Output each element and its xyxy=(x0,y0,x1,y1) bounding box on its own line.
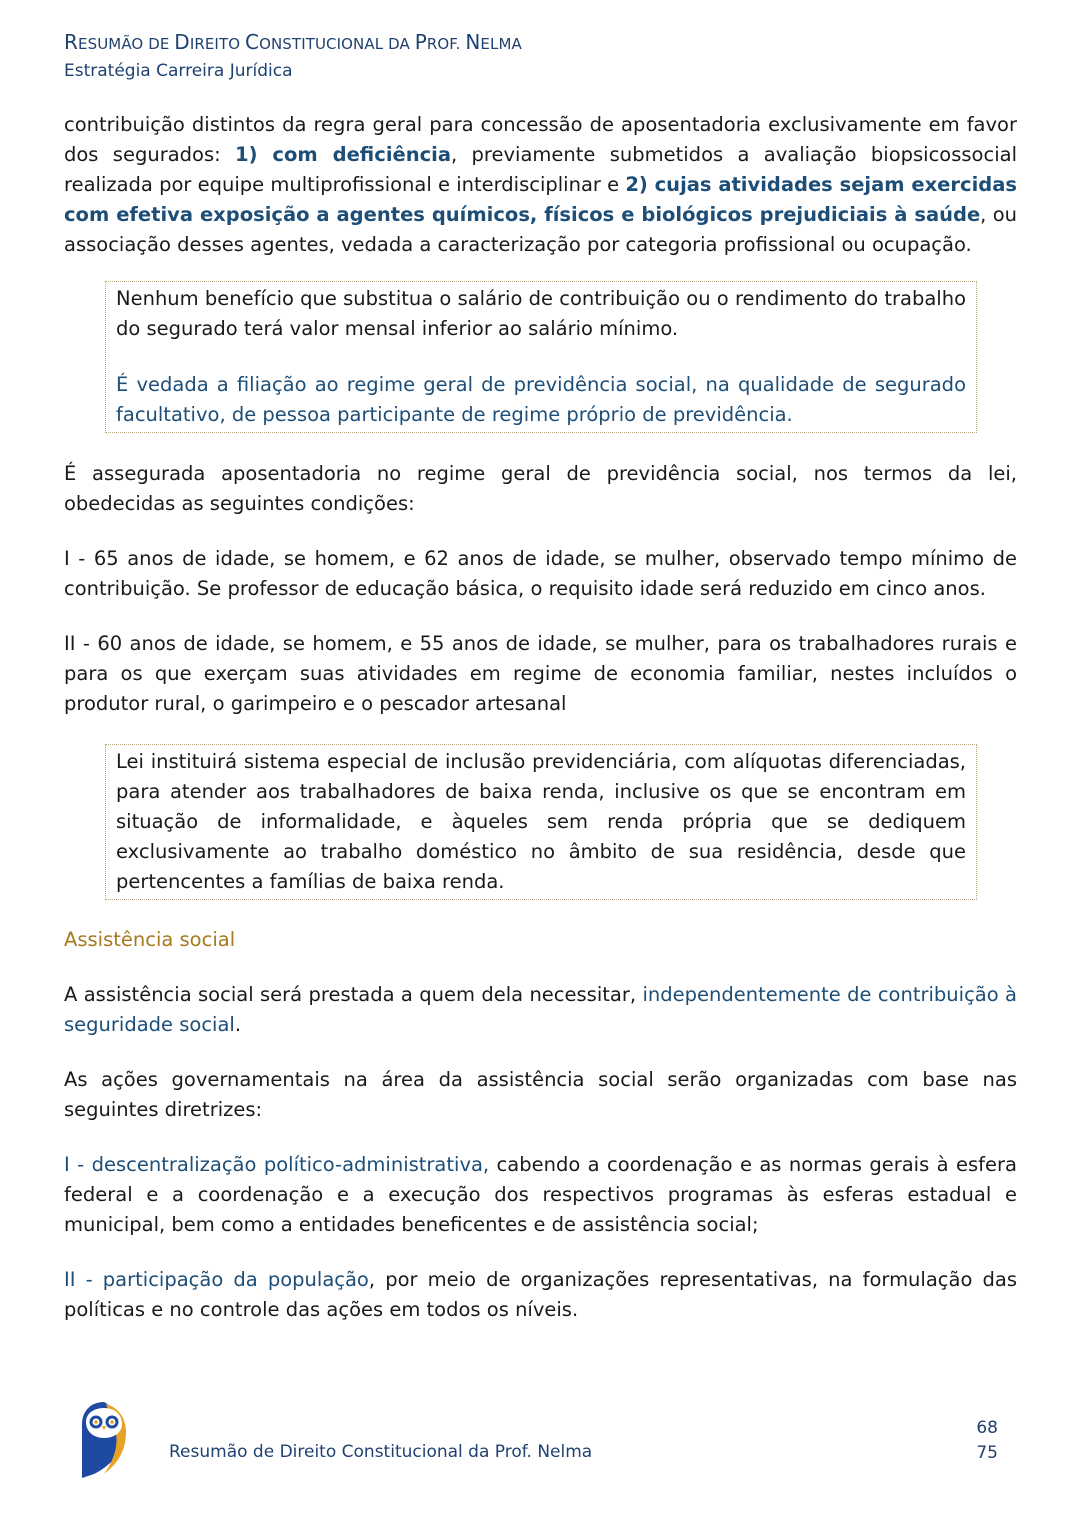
owl-logo-icon xyxy=(80,1400,128,1482)
text: , ou associação desses agentes, vedada a caracterização por categoria profissional ou ocupação. xyxy=(64,203,1017,256)
total-pages: 75 xyxy=(976,1443,998,1463)
paragraph-guideline-2 xyxy=(64,1265,1017,1325)
title-part: ROF. xyxy=(426,35,466,53)
page-number xyxy=(976,1416,998,1466)
title-part: P xyxy=(414,30,427,54)
note-paragraph-highlight: É vedada a filiação ao regime geral de previdência social, na qualidade de segurado facultativo, de pessoa participante de regime próprio de previdência. xyxy=(116,373,966,426)
page-content xyxy=(64,110,1017,1325)
highlight-text: 1) com deficiência xyxy=(235,143,452,166)
note-box-benefits xyxy=(105,281,977,433)
paragraph-guidelines: As ações governamentais na área da assistência social serão organizadas com base nas seguintes diretrizes: xyxy=(64,1068,1017,1121)
title-part: C xyxy=(245,30,260,54)
title-part: D xyxy=(174,30,190,54)
highlight-text: II - participação da população xyxy=(64,1268,369,1291)
text: contribuição distintos da regra geral para concessão de aposentadoria exclusivamente em favor dos segurados: xyxy=(64,113,1017,166)
text: . xyxy=(234,1013,242,1036)
highlight-text: independentemente de contribuição à seguridade social xyxy=(64,983,1017,1036)
title-part: ONSTITUCIONAL DA xyxy=(259,35,415,53)
footer-title: Resumão de Direito Constitucional da Prof. Nelma xyxy=(169,1442,593,1462)
header-subtitle: Estratégia Carreira Jurídica xyxy=(64,61,293,81)
text: cabendo a coordenação e as normas gerais à esfera federal e a coordenação e a execução dos respectivos programas às esferas estadual e municipal, bem como a entidades beneficentes e de assistência social; xyxy=(64,1153,1017,1236)
paragraph-contribution xyxy=(64,110,1017,260)
text: A assistência social será prestada a quem dela necessitar, xyxy=(64,983,643,1006)
highlight-text: 2) cujas atividades sejam exercidas com efetiva exposição a agentes químicos, físicos e biológicos prejudiciais à saúde xyxy=(64,173,1017,226)
paragraph-condition-1: I - 65 anos de idade, se homem, e 62 anos de idade, se mulher, observado tempo mínimo de contribuição. Se professor de educação básica, o requisito idade será reduzido em cinco anos. xyxy=(64,547,1017,600)
title-part: ELMA xyxy=(480,35,522,53)
title-part: N xyxy=(465,30,481,54)
note-paragraph: Nenhum benefício que substitua o salário de contribuição ou o rendimento do trabalho do segurado terá valor mensal inferior ao salário mínimo. xyxy=(116,287,966,340)
text: , previamente submetidos a avaliação biopsicossocial realizada por equipe multiprofissional e interdisciplinar e xyxy=(64,143,1017,196)
title-part: IREITO xyxy=(189,35,245,53)
paragraph-guideline-1 xyxy=(64,1150,1017,1240)
title-part: ESUMÃO DE xyxy=(78,35,175,53)
paragraph-retirement: É assegurada aposentadoria no regime geral de previdência social, nos termos da lei, obedecidas as seguintes condições: xyxy=(64,462,1017,515)
note-paragraph: Lei instituirá sistema especial de inclusão previdenciária, com alíquotas diferenciadas, para atender aos trabalhadores de baixa renda, inclusive os que se encontram em situação de informalidade, e àqueles sem renda própria que se dediquem exclusivamente ao trabalho doméstico no âmbito de sua residência, desde que pertencentes a famílias de baixa renda. xyxy=(116,750,966,893)
highlight-text: I - descentralização político-administrativa, xyxy=(64,1153,490,1176)
page-header xyxy=(64,30,522,81)
paragraph-condition-2: II - 60 anos de idade, se homem, e 55 anos de idade, se mulher, para os trabalhadores rurais e para os que exerçam suas atividades em regime de economia familiar, nestes incluídos o produtor rural, o garimpeiro e o pescador artesanal xyxy=(64,632,1017,715)
note-box-inclusion xyxy=(105,744,977,900)
header-title xyxy=(64,30,522,54)
section-title: Assistência social xyxy=(64,928,236,951)
current-page: 68 xyxy=(976,1418,998,1438)
title-part: R xyxy=(64,30,78,54)
text: , por meio de organizações representativas, na formulação das políticas e no controle das ações em todos os níveis. xyxy=(64,1268,1017,1321)
paragraph-assistance xyxy=(64,980,1017,1040)
